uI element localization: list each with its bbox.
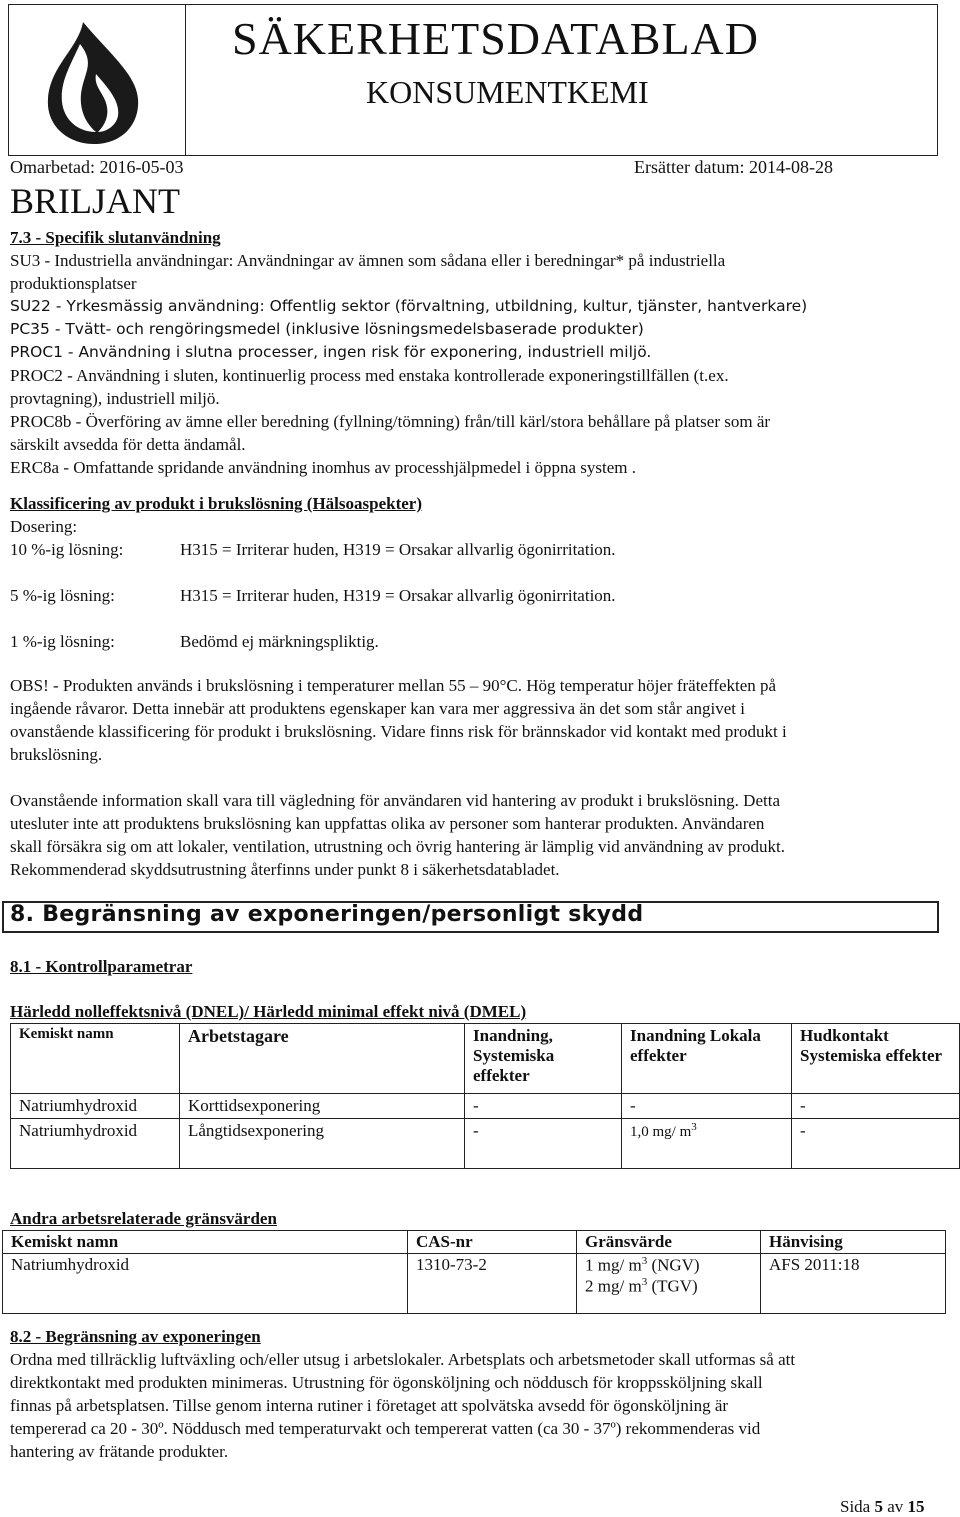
table-cell: Natriumhydroxid xyxy=(11,1119,180,1169)
page-number: 5 xyxy=(874,1497,883,1516)
table-cell: - xyxy=(622,1094,792,1119)
guidance-line: Rekommenderad skyddsutrustning återfinns under punkt 8 i säkerhetsdatabladet. xyxy=(10,860,560,879)
product-name: BRILJANT xyxy=(10,181,180,221)
table-row xyxy=(3,1254,946,1314)
table-cell: Korttidsexponering xyxy=(180,1094,465,1119)
table-header-cell: Kemiskt namn xyxy=(11,1024,180,1094)
exposure-line: tempererad ca 20 - 30º. Nöddusch med temperaturvakt och tempererat vatten (ca 30 - 37º) rekommenderas vid xyxy=(10,1419,761,1438)
oel-heading: Andra arbetsrelaterade gränsvärden xyxy=(10,1209,277,1228)
section-8-1-heading: 8.1 - Kontrollparametrar xyxy=(10,957,193,976)
table-header-row xyxy=(11,1024,960,1094)
page-indicator xyxy=(840,1497,925,1517)
use-line: SU22 - Yrkesmässig användning: Offentlig sektor (förvaltning, utbildning, kultur, tjänster, hantverkare) xyxy=(10,297,808,315)
table-header-cell: Gränsvärde xyxy=(577,1231,761,1254)
page-label: Sida xyxy=(840,1497,871,1516)
use-line: särskilt avsedda för detta ändamål. xyxy=(10,435,246,454)
table-cell xyxy=(577,1254,761,1314)
exposure-line: Ordna med tillräcklig luftväxling och/eller utsug i arbetslokaler. Arbetsplats och arbetsmetoder skall utformas så att xyxy=(10,1350,796,1369)
dnel-table xyxy=(10,1023,960,1169)
table-cell: 1,0 mg/ $m^3$ xyxy=(622,1119,792,1169)
use-line: PROC8b - Överföring av ämne eller beredning (fyllning/tömning) från/till kärl/stora behållare på platser som är xyxy=(10,412,771,431)
exposure-line: finnas på arbetsplatsen. Tillse genom interna rutiner i företaget att spolvätska avsedd för ögonsköljning är xyxy=(10,1396,729,1415)
dosing-value: H315 = Irriterar huden, H319 = Orsakar allvarlig ögonirritation. xyxy=(180,540,616,559)
use-line: provtagning), industriell miljö. xyxy=(10,389,220,408)
section-8-2-heading: 8.2 - Begränsning av exponeringen xyxy=(10,1327,261,1346)
table-header-cell: Hudkontakt Systemiska effekter xyxy=(792,1024,960,1094)
obs-line: brukslösning. xyxy=(10,745,103,764)
table-header-cell: Inandning Lokala effekter xyxy=(622,1024,792,1094)
table-cell: AFS 2011:18 xyxy=(761,1254,946,1314)
dosing-label: 1 %-ig lösning: xyxy=(10,632,115,651)
table-header-row xyxy=(3,1231,946,1254)
use-line: ERC8a - Omfattande spridande användning inomhus av processhjälpmedel i öppna system . xyxy=(10,458,637,477)
guidance-line: skall försäkra sig om att lokaler, ventilation, utrustning och övrig hantering är lämplig vid användning av produkt. xyxy=(10,837,786,856)
table-cell: - xyxy=(792,1119,960,1169)
document-subtitle: KONSUMENTKEMI xyxy=(366,74,649,110)
table-row xyxy=(11,1094,960,1119)
use-line: PC35 - Tvätt- och rengöringsmedel (inklusive lösningsmedelsbaserade produkter) xyxy=(10,320,644,338)
document-title: SÄKERHETSDATABLAD xyxy=(232,13,759,64)
page-of-label: av xyxy=(887,1497,904,1516)
table-header-cell: Inandning, Systemiska effekter xyxy=(465,1024,622,1094)
table-cell: Natriumhydroxid xyxy=(3,1254,408,1314)
table-cell: Natriumhydroxid xyxy=(11,1094,180,1119)
dosing-value: Bedömd ej märkningspliktig. xyxy=(180,632,379,651)
table-header-cell: Arbetstagare xyxy=(180,1024,465,1094)
section-7-3-heading: 7.3 - Specifik slutanvändning xyxy=(10,228,221,247)
table-cell: - xyxy=(792,1094,960,1119)
guidance-line: utesluter inte att produktens brukslösning kan uppfattas olika av personer som hanterar produkten. Användaren xyxy=(10,814,765,833)
obs-line: OBS! - Produkten används i brukslösning i temperaturer mellan 55 – 90°C. Hög temperatur höjer fräteffekten på xyxy=(10,676,777,695)
use-line: SU3 - Industriella användningar: Användningar av ämnen som sådana eller i beredningar* på industriella xyxy=(10,251,726,270)
table-cell: - xyxy=(465,1094,622,1119)
limit-value: 1 mg/ $m^3$ (NGV) xyxy=(585,1255,700,1275)
dosing-label: 5 %-ig lösning: xyxy=(10,586,115,605)
classification-heading: Klassificering av produkt i brukslösning (Hälsoaspekter) xyxy=(10,494,422,513)
table-header-cell: CAS-nr xyxy=(408,1231,577,1254)
table-header-cell: Kemiskt namn xyxy=(3,1231,408,1254)
obs-line: ingående råvaror. Detta innebär att produktens egenskaper kan vara mer aggressiva än det som står angivet i xyxy=(10,699,745,718)
exposure-line: direktkontakt med produkten minimeras. Utrustning för ögonsköljning och nöddusch för kroppssköljning skall xyxy=(10,1373,763,1392)
table-cell: Långtidsexponering xyxy=(180,1119,465,1169)
logo xyxy=(8,4,186,156)
limit-value: 2 mg/ $m^3$ (TGV) xyxy=(585,1275,698,1296)
section-8-title: 8. Begränsning av exponeringen/personligt skydd xyxy=(10,902,644,927)
droplet-logo-icon xyxy=(8,4,184,154)
dosing-label: Dosering: xyxy=(10,517,78,536)
obs-line: ovanstående klassificering för produkt i brukslösning. Vidare finns risk för brännskador vid kontakt med produkt i xyxy=(10,722,787,741)
dnel-heading: Härledd nolleffektsnivå (DNEL)/ Härledd minimal effekt nivå (DMEL) xyxy=(10,1002,527,1021)
table-cell: - xyxy=(465,1119,622,1169)
use-line: PROC2 - Användning i sluten, kontinuerlig process med enstaka kontrollerade exponeringstillfällen (t.ex. xyxy=(10,366,729,385)
use-line: produktionsplatser xyxy=(10,274,137,293)
revised-date: Omarbetad: 2016-05-03 xyxy=(10,157,184,177)
exposure-line: hantering av frätande produkter. xyxy=(10,1442,229,1461)
dosing-label: 10 %-ig lösning: xyxy=(10,540,124,559)
page-total: 15 xyxy=(907,1497,925,1516)
guidance-line: Ovanstående information skall vara till vägledning för användaren vid hantering av produkt i brukslösning. Detta xyxy=(10,791,780,810)
replaces-date: Ersätter datum: 2014-08-28 xyxy=(634,157,833,177)
table-header-cell: Hänvising xyxy=(761,1231,946,1254)
oel-table xyxy=(2,1230,946,1314)
table-cell: 1310-73-2 xyxy=(408,1254,577,1314)
table-row xyxy=(11,1119,960,1169)
use-line: PROC1 - Användning i slutna processer, ingen risk för exponering, industriell miljö. xyxy=(10,343,652,361)
dosing-value: H315 = Irriterar huden, H319 = Orsakar allvarlig ögonirritation. xyxy=(180,586,616,605)
